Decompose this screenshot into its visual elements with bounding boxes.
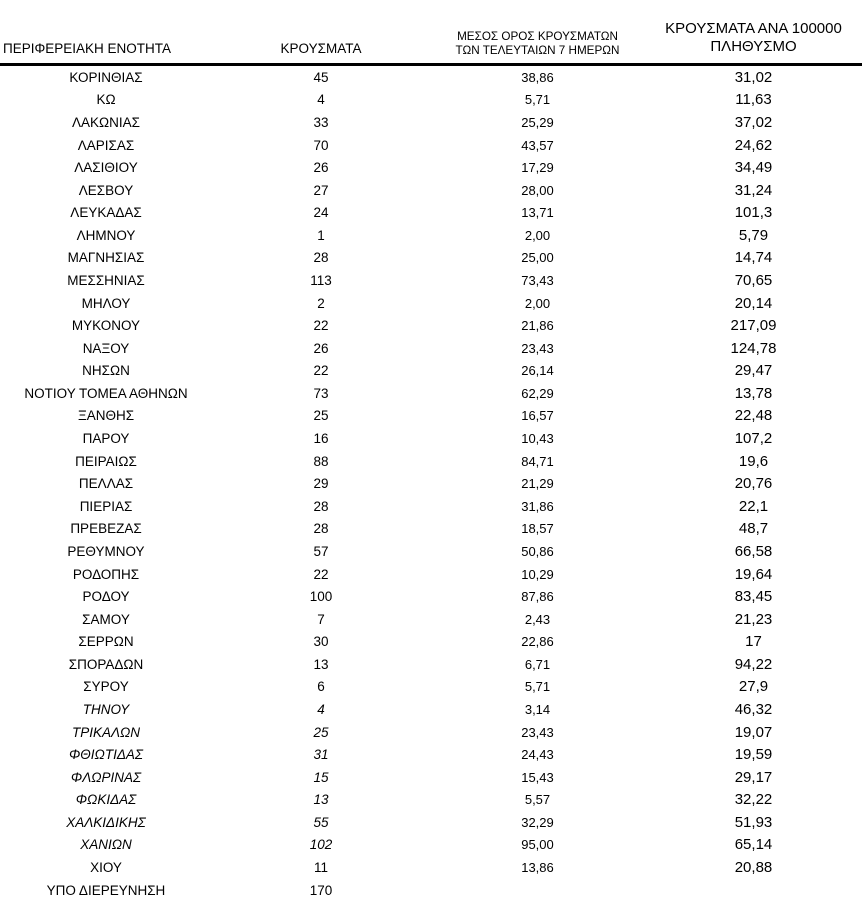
cell-region: ΛΕΥΚΑΔΑΣ bbox=[70, 205, 142, 221]
table-row bbox=[0, 360, 862, 383]
cell-cases-per-100000: 19,59 bbox=[734, 746, 773, 764]
cell-avg7days: 5,71 bbox=[524, 92, 551, 108]
cell-avg7days: 17,29 bbox=[521, 160, 554, 176]
col-header-avg7days-line2: ΤΩΝ ΤΕΛΕΥΤΑΙΩΝ 7 ΗΜΕΡΩΝ bbox=[455, 43, 620, 57]
cell-region: ΝΟΤΙΟΥ ΤΟΜΕΑ ΑΘΗΝΩΝ bbox=[24, 385, 188, 401]
cell-avg7days: 10,29 bbox=[521, 566, 554, 582]
cell-cases: 28 bbox=[313, 521, 329, 537]
cell-cases: 100 bbox=[309, 589, 333, 605]
cell-cases-per-100000: 17 bbox=[745, 633, 762, 651]
cell-cases-per-100000: 20,14 bbox=[734, 294, 773, 312]
cell-region: ΣΕΡΡΩΝ bbox=[78, 634, 134, 650]
cell-cases-per-100000: 22,1 bbox=[738, 497, 769, 515]
cell-cases-per-100000: 101,3 bbox=[734, 204, 773, 222]
cell-region: ΠΕΙΡΑΙΩΣ bbox=[75, 453, 137, 469]
table-row bbox=[0, 856, 862, 879]
cell-region: ΜΑΓΝΗΣΙΑΣ bbox=[67, 250, 145, 266]
cell-cases: 28 bbox=[313, 250, 329, 266]
cell-avg7days: 50,86 bbox=[521, 543, 554, 559]
cell-avg7days: 26,14 bbox=[521, 363, 554, 379]
cell-cases: 2 bbox=[317, 295, 325, 311]
cell-cases: 113 bbox=[310, 272, 332, 288]
cell-cases-per-100000: 19,07 bbox=[734, 723, 773, 741]
cell-cases-per-100000: 65,14 bbox=[734, 836, 773, 854]
cell-avg7days: 38,86 bbox=[521, 69, 554, 85]
cell-cases: 26 bbox=[313, 160, 329, 176]
cell-avg7days: 18,57 bbox=[521, 521, 554, 537]
cell-avg7days: 24,43 bbox=[521, 747, 554, 763]
table-row bbox=[0, 292, 862, 315]
cell-region: ΡΕΘΥΜΝΟΥ bbox=[67, 543, 145, 559]
cell-region: ΦΘΙΩΤΙΔΑΣ bbox=[69, 747, 143, 763]
cell-cases-per-100000: 27,9 bbox=[738, 678, 769, 696]
table-row bbox=[0, 134, 862, 157]
cell-avg7days: 22,86 bbox=[521, 634, 554, 650]
cell-region: ΤΗΝΟΥ bbox=[82, 701, 130, 717]
cell-cases-per-100000: 22,48 bbox=[734, 407, 773, 425]
table-row bbox=[0, 247, 862, 270]
cell-cases: 29 bbox=[313, 476, 329, 492]
cell-cases: 28 bbox=[313, 498, 329, 514]
cell-cases: 170 bbox=[309, 882, 333, 898]
table-row bbox=[0, 676, 862, 699]
table-row bbox=[0, 224, 862, 247]
cell-cases: 70 bbox=[313, 137, 329, 153]
cell-cases-per-100000: 19,64 bbox=[734, 565, 773, 583]
cell-region: ΞΑΝΘΗΣ bbox=[77, 408, 135, 424]
cell-region: ΡΟΔΟΥ bbox=[82, 589, 130, 605]
table-row bbox=[0, 698, 862, 721]
cell-cases-per-100000: 20,76 bbox=[734, 475, 773, 493]
cell-region: ΠΡΕΒΕΖΑΣ bbox=[70, 521, 142, 537]
cell-cases: 13 bbox=[313, 792, 329, 808]
cell-cases-per-100000: 94,22 bbox=[734, 655, 773, 673]
cell-region: ΝΑΞΟΥ bbox=[82, 340, 130, 356]
cell-region: ΣΑΜΟΥ bbox=[82, 611, 130, 627]
table-row bbox=[0, 585, 862, 608]
cell-cases-per-100000: 11,63 bbox=[735, 91, 772, 109]
cell-avg7days: 13,86 bbox=[521, 860, 554, 876]
cell-region: ΦΩΚΙΔΑΣ bbox=[75, 792, 137, 808]
cell-cases-per-100000: 20,88 bbox=[734, 859, 773, 877]
table-header bbox=[0, 0, 862, 66]
cell-region: ΛΕΣΒΟΥ bbox=[78, 182, 134, 198]
cell-cases-per-100000: 21,23 bbox=[734, 610, 773, 628]
cell-cases-per-100000: 46,32 bbox=[734, 700, 773, 718]
cell-cases: 4 bbox=[317, 92, 325, 108]
cell-region: ΧΑΛΚΙΔΙΚΗΣ bbox=[66, 814, 146, 830]
cell-region: ΣΥΡΟΥ bbox=[83, 679, 129, 695]
table-row bbox=[0, 382, 862, 405]
cell-region: ΠΕΛΛΑΣ bbox=[78, 476, 134, 492]
cell-region: ΚΩ bbox=[96, 92, 116, 108]
col-header-avg7days-line1: ΜΕΣΟΣ ΟΡΟΣ ΚΡΟΥΣΜΑΤΩΝ bbox=[457, 30, 618, 44]
cell-region: ΛΗΜΝΟΥ bbox=[76, 227, 136, 243]
cell-avg7days: 95,00 bbox=[521, 837, 554, 853]
cell-cases-per-100000: 24,62 bbox=[734, 136, 773, 154]
cell-cases: 22 bbox=[313, 318, 329, 334]
cell-region: ΧΑΝΙΩΝ bbox=[80, 837, 132, 853]
cell-avg7days: 2,00 bbox=[524, 295, 551, 311]
cell-cases-per-100000: 217,09 bbox=[730, 317, 777, 335]
cell-avg7days: 43,57 bbox=[521, 137, 554, 153]
table-body bbox=[0, 66, 862, 901]
table-row bbox=[0, 811, 862, 834]
cell-region: ΠΑΡΟΥ bbox=[82, 431, 130, 447]
cell-avg7days: 5,57 bbox=[524, 792, 551, 808]
cell-avg7days: 73,43 bbox=[521, 272, 554, 288]
cell-cases: 57 bbox=[313, 543, 329, 559]
table-row bbox=[0, 879, 862, 902]
cell-cases-per-100000: 29,47 bbox=[734, 362, 773, 380]
cell-avg7days: 6,71 bbox=[524, 656, 551, 672]
cell-cases-per-100000: 70,65 bbox=[734, 271, 773, 289]
cell-avg7days: 2,00 bbox=[524, 227, 551, 243]
cell-cases-per-100000: 51,93 bbox=[734, 813, 773, 831]
cell-cases: 6 bbox=[317, 679, 325, 695]
cell-cases: 55 bbox=[313, 814, 329, 830]
cell-avg7days: 84,71 bbox=[521, 453, 554, 469]
table-row bbox=[0, 269, 862, 292]
cell-cases: 25 bbox=[313, 408, 329, 424]
cell-cases-per-100000: 31,02 bbox=[734, 68, 773, 86]
table-row bbox=[0, 630, 862, 653]
cell-avg7days: 2,43 bbox=[524, 611, 551, 627]
col-header-per100k bbox=[645, 20, 862, 64]
table-row bbox=[0, 472, 862, 495]
cell-cases-per-100000: 34,49 bbox=[734, 159, 773, 177]
cell-avg7days: 16,57 bbox=[521, 408, 554, 424]
cell-avg7days: 3,14 bbox=[524, 701, 551, 717]
cell-cases: 22 bbox=[313, 363, 329, 379]
table-row bbox=[0, 179, 862, 202]
cell-cases: 88 bbox=[313, 453, 329, 469]
cell-cases: 24 bbox=[313, 205, 329, 221]
cell-region: ΝΗΣΩΝ bbox=[82, 363, 130, 379]
cell-avg7days: 32,29 bbox=[521, 814, 554, 830]
cell-avg7days: 31,86 bbox=[521, 498, 554, 514]
cell-cases: 33 bbox=[313, 114, 329, 130]
table-row bbox=[0, 721, 862, 744]
table-row bbox=[0, 89, 862, 112]
cell-region: ΥΠΟ ΔΙΕΡΕΥΝΗΣΗ bbox=[46, 882, 166, 898]
table-row bbox=[0, 608, 862, 631]
cell-cases: 22 bbox=[313, 566, 329, 582]
table-row bbox=[0, 495, 862, 518]
cell-region: ΜΕΣΣΗΝΙΑΣ bbox=[67, 272, 145, 288]
cell-cases: 25 bbox=[313, 724, 329, 740]
cell-cases: 13 bbox=[313, 656, 329, 672]
cell-avg7days: 13,71 bbox=[521, 205, 554, 221]
col-header-cases: ΚΡΟΥΣΜΑΤΑ bbox=[280, 41, 362, 57]
cell-region: ΛΑΡΙΣΑΣ bbox=[77, 137, 135, 153]
cell-avg7days: 25,00 bbox=[521, 250, 554, 266]
cell-region: ΚΟΡΙΝΘΙΑΣ bbox=[69, 69, 143, 85]
cell-cases-per-100000: 66,58 bbox=[734, 542, 773, 560]
cell-cases-per-100000: 48,7 bbox=[738, 520, 769, 538]
cell-region: ΤΡΙΚΑΛΩΝ bbox=[71, 724, 141, 740]
cell-cases: 27 bbox=[313, 182, 329, 198]
cell-cases-per-100000: 5,79 bbox=[738, 226, 769, 244]
cell-avg7days: 62,29 bbox=[521, 385, 554, 401]
cell-region: ΠΙΕΡΙΑΣ bbox=[79, 498, 133, 514]
table-row bbox=[0, 653, 862, 676]
cell-cases-per-100000: 124,78 bbox=[730, 339, 777, 357]
cell-cases: 11 bbox=[313, 860, 328, 876]
cell-avg7days: 5,71 bbox=[524, 679, 551, 695]
cell-region: ΜΥΚΟΝΟΥ bbox=[71, 318, 141, 334]
cell-avg7days: 15,43 bbox=[521, 769, 554, 785]
col-header-region: ΠΕΡΙΦΕΡΕΙΑΚΗ ΕΝΟΤΗΤΑ bbox=[3, 41, 172, 57]
cell-cases: 15 bbox=[313, 769, 329, 785]
cell-cases-per-100000: 29,17 bbox=[734, 768, 773, 786]
cell-cases: 31 bbox=[313, 747, 329, 763]
cell-cases: 102 bbox=[309, 837, 333, 853]
cell-cases-per-100000: 31,24 bbox=[734, 181, 773, 199]
col-header-per100k-line1: ΚΡΟΥΣΜΑΤΑ ΑΝΑ 100000 bbox=[665, 19, 842, 37]
cell-region: ΛΑΚΩΝΙΑΣ bbox=[72, 114, 140, 130]
cell-avg7days: 28,00 bbox=[521, 182, 554, 198]
table-row bbox=[0, 743, 862, 766]
cell-avg7days: 21,29 bbox=[521, 476, 554, 492]
table-row bbox=[0, 405, 862, 428]
cell-avg7days: 21,86 bbox=[521, 318, 554, 334]
cell-cases-per-100000: 32,22 bbox=[734, 791, 773, 809]
cell-cases-per-100000: 14,74 bbox=[734, 249, 773, 267]
cell-region: ΦΛΩΡΙΝΑΣ bbox=[70, 769, 142, 785]
col-header-per100k-line2: ΠΛΗΘΥΣΜΟ bbox=[710, 38, 797, 56]
cell-cases-per-100000: 107,2 bbox=[734, 430, 773, 448]
cell-cases: 16 bbox=[313, 431, 329, 447]
cell-cases: 73 bbox=[313, 385, 329, 401]
cell-avg7days: 23,43 bbox=[521, 724, 554, 740]
cell-avg7days: 25,29 bbox=[521, 114, 554, 130]
cell-region: ΜΗΛΟΥ bbox=[81, 295, 131, 311]
cell-region: ΛΑΣΙΘΙΟΥ bbox=[74, 160, 138, 176]
table-row bbox=[0, 540, 862, 563]
cell-region: ΣΠΟΡΑΔΩΝ bbox=[68, 656, 144, 672]
cell-cases: 26 bbox=[313, 340, 329, 356]
cell-cases-per-100000: 37,02 bbox=[734, 113, 773, 131]
table-row bbox=[0, 314, 862, 337]
table-row bbox=[0, 201, 862, 224]
table-row bbox=[0, 111, 862, 134]
cell-cases: 7 bbox=[317, 611, 325, 627]
table-row bbox=[0, 66, 862, 89]
cell-avg7days: 87,86 bbox=[521, 589, 554, 605]
cell-cases: 1 bbox=[317, 227, 325, 243]
cell-region: ΡΟΔΟΠΗΣ bbox=[72, 566, 140, 582]
cell-cases: 30 bbox=[313, 634, 329, 650]
table-row bbox=[0, 156, 862, 179]
table-row bbox=[0, 450, 862, 473]
table-row bbox=[0, 834, 862, 857]
table-row bbox=[0, 427, 862, 450]
cell-cases: 45 bbox=[313, 69, 329, 85]
col-header-avg7days bbox=[430, 30, 645, 63]
table-row bbox=[0, 518, 862, 541]
cell-region: ΧΙΟΥ bbox=[90, 860, 122, 876]
cell-avg7days: 10,43 bbox=[521, 431, 554, 447]
table-row bbox=[0, 563, 862, 586]
cell-cases: 4 bbox=[317, 701, 325, 717]
cell-avg7days: 23,43 bbox=[521, 340, 554, 356]
cell-cases-per-100000: 13,78 bbox=[734, 384, 773, 402]
table-row bbox=[0, 789, 862, 812]
table-row bbox=[0, 766, 862, 789]
table-row bbox=[0, 337, 862, 360]
cell-cases-per-100000: 19,6 bbox=[738, 452, 769, 470]
cell-cases-per-100000: 83,45 bbox=[734, 588, 773, 606]
